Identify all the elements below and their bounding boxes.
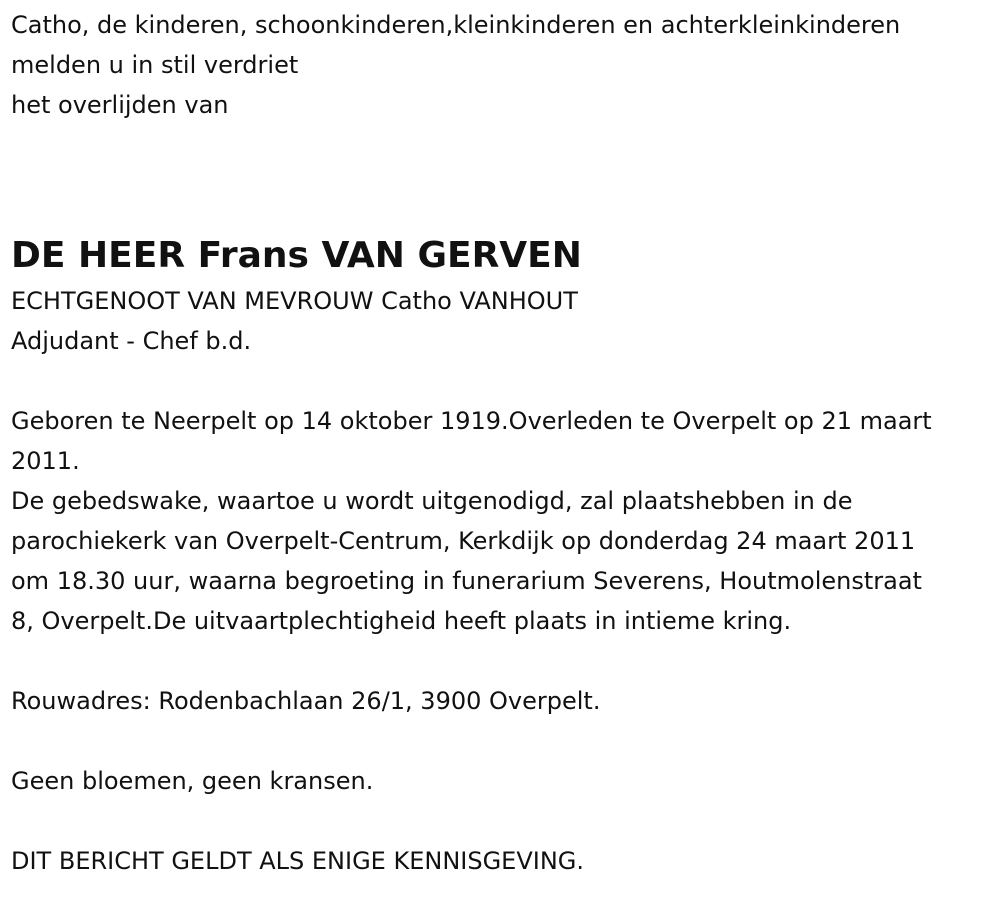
intro-line-2: melden u in stil verdriet xyxy=(11,51,299,79)
spacer xyxy=(11,801,996,841)
official-notice: DIT BERICHT GELDT ALS ENIGE KENNISGEVING. xyxy=(11,847,585,875)
rank-title: Adjudant - Chef b.d. xyxy=(11,327,252,355)
birth-death-text: Geboren te Neerpelt op 14 oktober 1919.Overleden te Overpelt op 21 maart 2011. xyxy=(11,407,932,475)
spacer xyxy=(11,125,996,231)
flowers-notice: Geen bloemen, geen kransen. xyxy=(11,767,374,795)
spacer xyxy=(11,721,996,761)
spacer xyxy=(11,641,996,681)
intro-line-3: het overlijden van xyxy=(11,91,229,119)
ceremony-text: De gebedswake, waartoe u wordt uitgenodigd, zal plaatshebben in de parochiekerk van Overpelt-Centrum, Kerkdijk op donderdag 24 maart 2011 om 18.30 uur, waarna begroeting in funerarium Severens, Houtmolenstraat 8, Overpelt.De uitvaartplechtigheid heeft plaats in intieme kring. xyxy=(11,487,922,635)
spacer xyxy=(11,361,996,401)
spouse-line: ECHTGENOOT VAN MEVROUW Catho VANHOUT xyxy=(11,287,578,315)
intro-line-1: Catho, de kinderen, schoonkinderen,kleinkinderen en achterkleinkinderen xyxy=(11,11,901,39)
mourning-address: Rouwadres: Rodenbachlaan 26/1, 3900 Overpelt. xyxy=(11,687,601,715)
obituary-notice xyxy=(11,5,996,881)
deceased-name: DE HEER Frans VAN GERVEN xyxy=(11,235,582,276)
